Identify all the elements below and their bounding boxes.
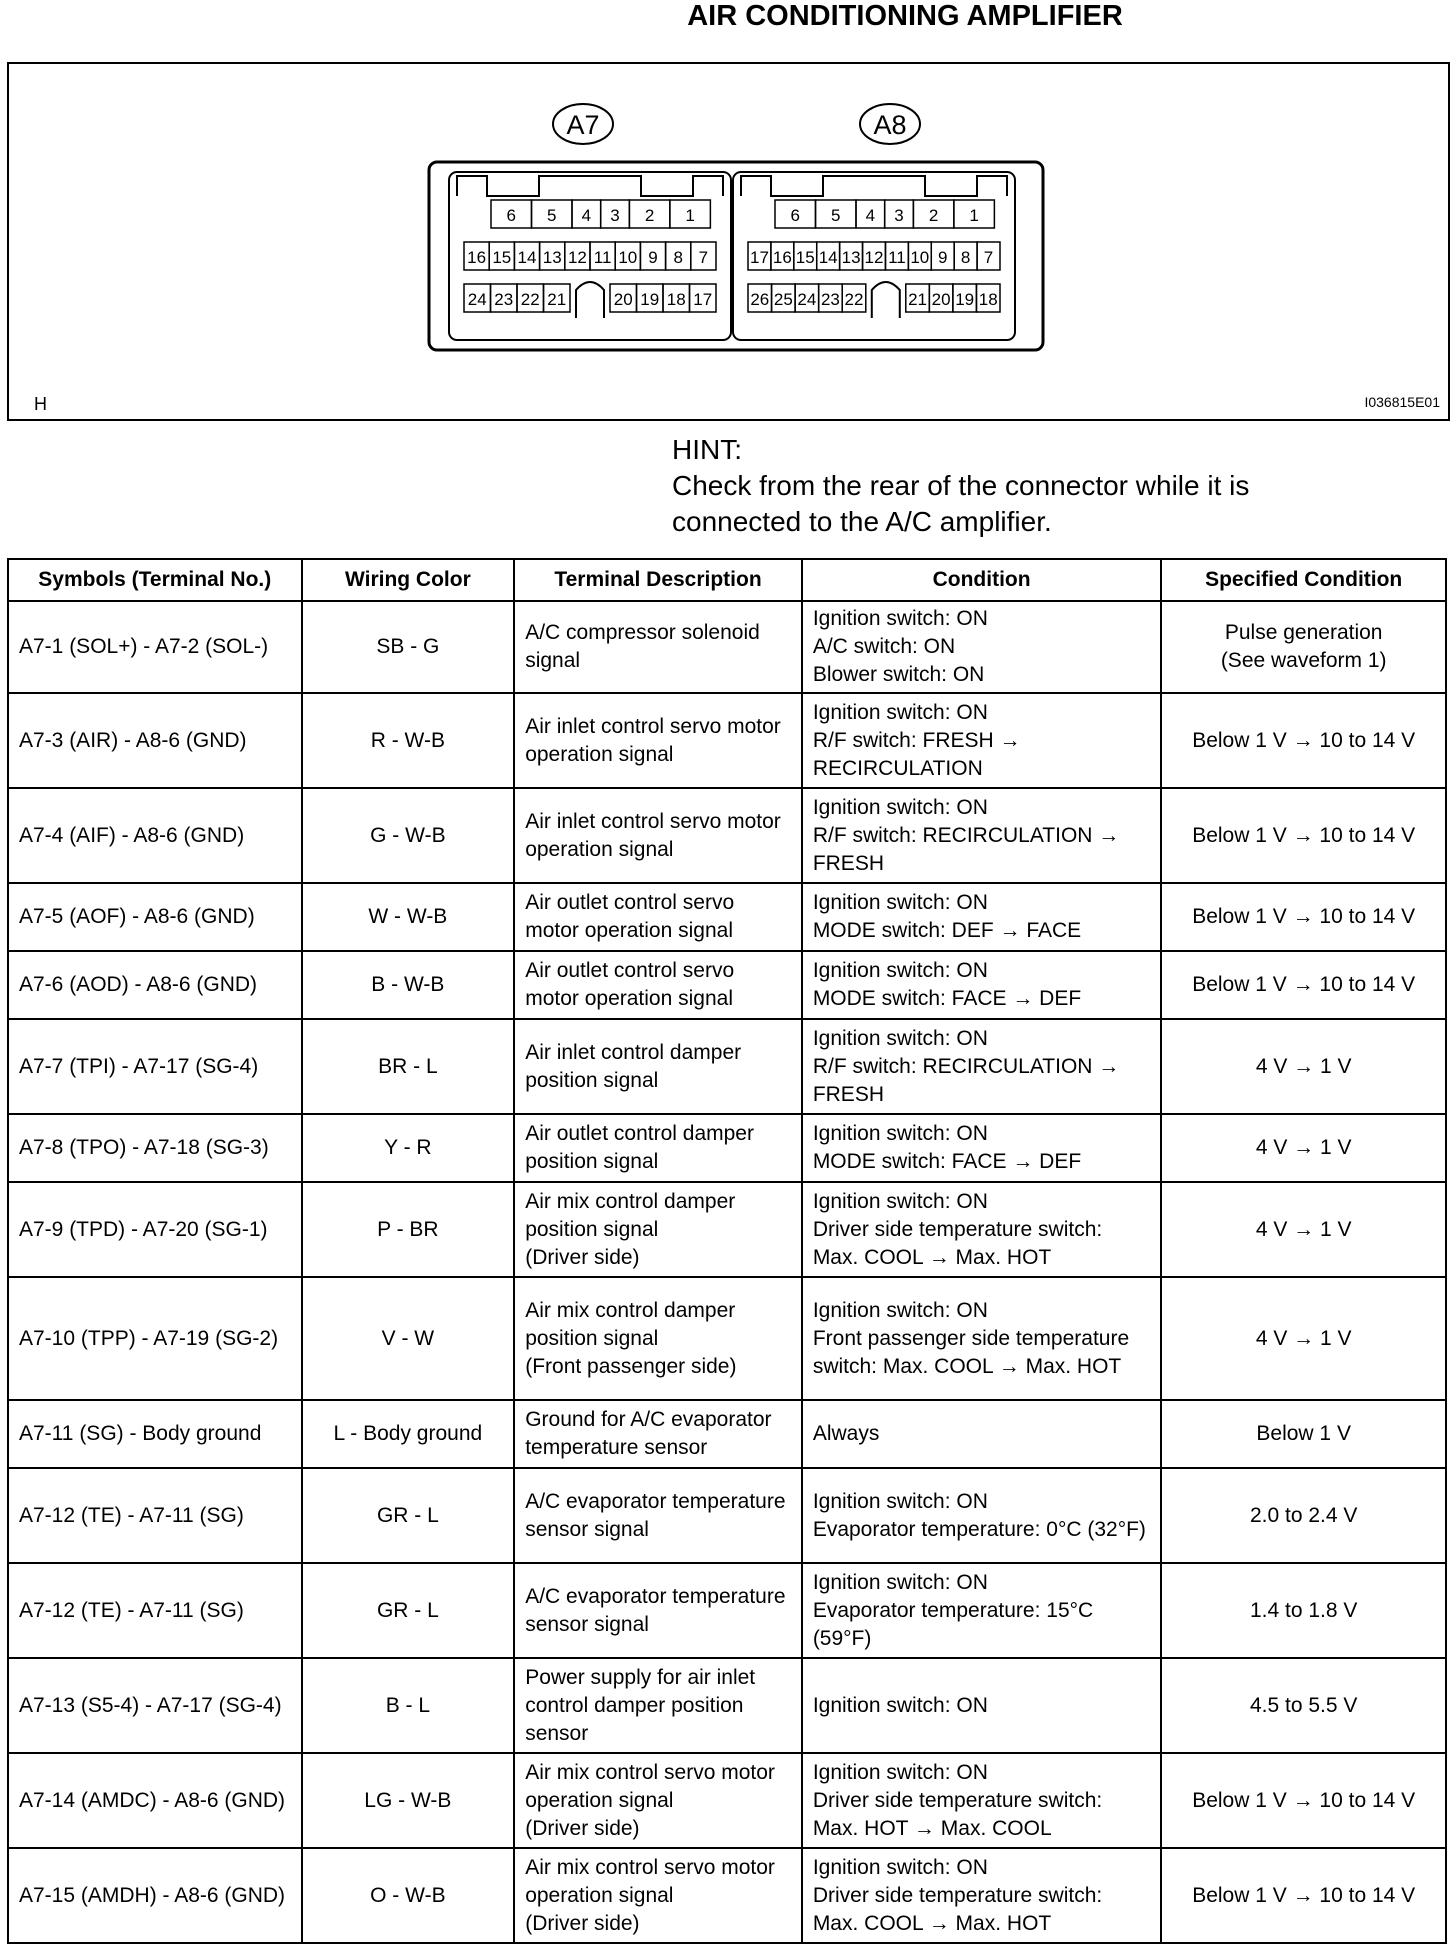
cell-condition: Ignition switch: ON Evaporator temperature: 0°C (32°F) xyxy=(802,1468,1162,1563)
table-row xyxy=(8,1468,1446,1563)
cell-description: Air mix control servo motor operation signal (Driver side) xyxy=(514,1848,802,1943)
terminal-number: 9 xyxy=(648,248,658,267)
cell-description: A/C evaporator temperature sensor signal xyxy=(514,1563,802,1658)
table-row xyxy=(8,601,1446,693)
cell-condition: Ignition switch: ON R/F switch: RECIRCULATION → FRESH xyxy=(802,1019,1162,1114)
cell-symbols: A7-9 (TPD) - A7-20 (SG-1) xyxy=(8,1182,302,1277)
table-row xyxy=(8,1019,1446,1114)
hint-heading: HINT: xyxy=(672,434,742,465)
cell-condition: Ignition switch: ON MODE switch: FACE → DEF xyxy=(802,951,1162,1019)
cell-color: V - W xyxy=(302,1277,515,1400)
cell-description: Air outlet control servo motor operation signal xyxy=(514,951,802,1019)
cell-symbols: A7-5 (AOF) - A8-6 (GND) xyxy=(8,883,302,951)
terminal-number: 22 xyxy=(844,290,864,309)
cell-symbols: A7-3 (AIR) - A8-6 (GND) xyxy=(8,693,302,788)
cell-symbols: A7-15 (AMDH) - A8-6 (GND) xyxy=(8,1848,302,1943)
cell-color: GR - L xyxy=(302,1468,515,1563)
column-header: Condition xyxy=(802,559,1162,601)
cell-symbols: A7-12 (TE) - A7-11 (SG) xyxy=(8,1563,302,1658)
terminal-number: 6 xyxy=(790,206,800,225)
cell-color: P - BR xyxy=(302,1182,515,1277)
cell-description: Air inlet control servo motor operation signal xyxy=(514,693,802,788)
terminal-number: 11 xyxy=(888,248,906,267)
cell-description: Power supply for air inlet control damper position sensor xyxy=(514,1658,802,1753)
cell-symbols: A7-11 (SG) - Body ground xyxy=(8,1400,302,1468)
terminal-number: 23 xyxy=(820,290,840,309)
terminal-number: 21 xyxy=(908,290,928,309)
terminal-number: 2 xyxy=(644,206,655,225)
cell-symbols: A7-12 (TE) - A7-11 (SG) xyxy=(8,1468,302,1563)
table-row xyxy=(8,883,1446,951)
cell-specified: Below 1 V → 10 to 14 V xyxy=(1161,1753,1446,1848)
cell-description: A/C evaporator temperature sensor signal xyxy=(514,1468,802,1563)
cell-specified: Below 1 V → 10 to 14 V xyxy=(1161,1848,1446,1943)
table-row xyxy=(8,1563,1446,1658)
table-header-row xyxy=(8,559,1446,601)
page-title: AIR CONDITIONING AMPLIFIER xyxy=(687,0,1123,32)
terminal-number: 15 xyxy=(492,248,512,267)
cell-condition: Ignition switch: ON xyxy=(802,1658,1162,1753)
cell-condition: Ignition switch: ON Evaporator temperature: 15°C (59°F) xyxy=(802,1563,1162,1658)
cell-symbols: A7-8 (TPO) - A7-18 (SG-3) xyxy=(8,1114,302,1182)
cell-symbols: A7-7 (TPI) - A7-17 (SG-4) xyxy=(8,1019,302,1114)
table-row xyxy=(8,1277,1446,1400)
cell-description: Ground for A/C evaporator temperature sensor xyxy=(514,1400,802,1468)
terminal-number: 1 xyxy=(969,206,979,225)
connector-diagram xyxy=(7,62,1450,421)
cell-description: Air mix control servo motor operation signal (Driver side) xyxy=(514,1753,802,1848)
terminal-number: 13 xyxy=(542,248,562,267)
cell-color: W - W-B xyxy=(302,883,515,951)
key-notch xyxy=(872,282,900,318)
cell-specified: 4 V → 1 V xyxy=(1161,1019,1446,1114)
terminal-number: 19 xyxy=(640,290,660,309)
cell-color: BR - L xyxy=(302,1019,515,1114)
terminal-number: 16 xyxy=(467,248,487,267)
key-notch xyxy=(576,282,604,318)
terminal-number: 20 xyxy=(613,290,633,309)
cell-color: R - W-B xyxy=(302,693,515,788)
cell-color: GR - L xyxy=(302,1563,515,1658)
latch-outline xyxy=(457,176,723,196)
cell-description: Air outlet control damper position signal xyxy=(514,1114,802,1182)
terminal-number: 2 xyxy=(928,206,939,225)
terminal-number: 4 xyxy=(865,206,876,225)
cell-specified: Below 1 V xyxy=(1161,1400,1446,1468)
cell-specified: Below 1 V → 10 to 14 V xyxy=(1161,693,1446,788)
terminal-number: 17 xyxy=(693,290,713,309)
cell-specified: 4 V → 1 V xyxy=(1161,1277,1446,1400)
terminal-number: 8 xyxy=(673,248,683,267)
cell-specified: 4.5 to 5.5 V xyxy=(1161,1658,1446,1753)
terminal-number: 14 xyxy=(517,248,537,267)
hint-text: Check from the rear of the connector while it is connected to the A/C amplifier. xyxy=(672,470,1250,537)
cell-specified: 1.4 to 1.8 V xyxy=(1161,1563,1446,1658)
cell-specified: Below 1 V → 10 to 14 V xyxy=(1161,951,1446,1019)
terminal-number: 16 xyxy=(772,248,792,267)
cell-condition: Ignition switch: ON R/F switch: RECIRCULATION → FRESH xyxy=(802,788,1162,883)
cell-condition: Ignition switch: ON MODE switch: FACE → DEF xyxy=(802,1114,1162,1182)
terminal-number: 23 xyxy=(494,290,514,309)
cell-specified: 4 V → 1 V xyxy=(1161,1182,1446,1277)
cell-description: Air outlet control servo motor operation signal xyxy=(514,883,802,951)
cell-condition: Ignition switch: ON Front passenger side temperature switch: Max. COOL → Max. HOT xyxy=(802,1277,1162,1400)
terminal-table xyxy=(7,558,1447,1944)
table-row xyxy=(8,1658,1446,1753)
view-code: H xyxy=(34,394,47,414)
cell-specified: 4 V → 1 V xyxy=(1161,1114,1446,1182)
terminal-number: 1 xyxy=(685,206,695,225)
cell-condition: Ignition switch: ON R/F switch: FRESH → RECIRCULATION xyxy=(802,693,1162,788)
terminal-number: 11 xyxy=(593,248,612,267)
terminal-number: 9 xyxy=(937,248,948,267)
cell-specified: 2.0 to 2.4 V xyxy=(1161,1468,1446,1563)
cell-condition: Ignition switch: ON Driver side temperature switch: Max. HOT → Max. COOL xyxy=(802,1753,1162,1848)
table-row xyxy=(8,951,1446,1019)
cell-symbols: A7-14 (AMDC) - A8-6 (GND) xyxy=(8,1753,302,1848)
cell-specified: Below 1 V → 10 to 14 V xyxy=(1161,883,1446,951)
table-row xyxy=(8,1400,1446,1468)
latch-outline xyxy=(741,176,1007,196)
terminal-number: 12 xyxy=(864,248,884,267)
cell-color: SB - G xyxy=(302,601,515,693)
terminal-number: 25 xyxy=(773,290,793,309)
terminal-number: 7 xyxy=(698,248,709,267)
cell-specified: Pulse generation (See waveform 1) xyxy=(1161,601,1446,693)
terminal-number: 18 xyxy=(978,290,998,309)
terminal-number: 6 xyxy=(506,206,516,225)
table-row xyxy=(8,1753,1446,1848)
terminal-number: 26 xyxy=(750,290,770,309)
cell-condition: Ignition switch: ON Driver side temperature switch: Max. COOL → Max. HOT xyxy=(802,1182,1162,1277)
terminal-number: 10 xyxy=(618,248,638,267)
cell-condition: Always xyxy=(802,1400,1162,1468)
table-row xyxy=(8,1114,1446,1182)
terminal-number: 7 xyxy=(983,248,994,267)
table-row xyxy=(8,788,1446,883)
table-row xyxy=(8,1848,1446,1943)
terminal-number: 4 xyxy=(581,206,592,225)
connector-label: A8 xyxy=(873,110,907,140)
cell-description: Air inlet control damper position signal xyxy=(514,1019,802,1114)
terminal-number: 3 xyxy=(610,206,620,225)
terminal-number: 20 xyxy=(931,290,951,309)
terminal-number: 24 xyxy=(467,290,487,309)
cell-color: O - W-B xyxy=(302,1848,515,1943)
column-header: Wiring Color xyxy=(302,559,515,601)
terminal-number: 24 xyxy=(797,290,817,309)
terminal-number: 19 xyxy=(955,290,975,309)
table-row xyxy=(8,693,1446,788)
terminal-number: 15 xyxy=(795,248,815,267)
terminal-number: 8 xyxy=(960,248,971,267)
terminal-number: 3 xyxy=(894,206,904,225)
cell-symbols: A7-1 (SOL+) - A7-2 (SOL-) xyxy=(8,601,302,693)
column-header: Symbols (Terminal No.) xyxy=(8,559,302,601)
cell-color: L - Body ground xyxy=(302,1400,515,1468)
connector-drawing xyxy=(9,64,1448,419)
terminal-number: 22 xyxy=(520,290,540,309)
column-header: Specified Condition xyxy=(1161,559,1446,601)
cell-description: Air mix control damper position signal (Front passenger side) xyxy=(514,1277,802,1400)
connector-label: A7 xyxy=(566,110,600,140)
cell-description: A/C compressor solenoid signal xyxy=(514,601,802,693)
cell-symbols: A7-6 (AOD) - A8-6 (GND) xyxy=(8,951,302,1019)
cell-color: G - W-B xyxy=(302,788,515,883)
cell-condition: Ignition switch: ON Driver side temperature switch: Max. COOL → Max. HOT xyxy=(802,1848,1162,1943)
cell-specified: Below 1 V → 10 to 14 V xyxy=(1161,788,1446,883)
cell-symbols: A7-4 (AIF) - A8-6 (GND) xyxy=(8,788,302,883)
terminal-number: 12 xyxy=(567,248,587,267)
cell-symbols: A7-10 (TPP) - A7-19 (SG-2) xyxy=(8,1277,302,1400)
cell-condition: Ignition switch: ON A/C switch: ON Blower switch: ON xyxy=(802,601,1162,693)
cell-symbols: A7-13 (S5-4) - A7-17 (SG-4) xyxy=(8,1658,302,1753)
terminal-number: 17 xyxy=(749,248,769,267)
terminal-number: 14 xyxy=(818,248,838,267)
hint xyxy=(672,432,1332,540)
cell-color: B - W-B xyxy=(302,951,515,1019)
cell-condition: Ignition switch: ON MODE switch: DEF → FACE xyxy=(802,883,1162,951)
terminal-number: 5 xyxy=(547,206,557,225)
table-row xyxy=(8,1182,1446,1277)
terminal-number: 13 xyxy=(841,248,861,267)
terminal-number: 10 xyxy=(910,248,930,267)
terminal-number: 5 xyxy=(831,206,841,225)
terminal-number: 18 xyxy=(666,290,686,309)
image-id: I036815E01 xyxy=(1364,394,1440,410)
cell-description: Air mix control damper position signal (Driver side) xyxy=(514,1182,802,1277)
cell-color: B - L xyxy=(302,1658,515,1753)
cell-color: Y - R xyxy=(302,1114,515,1182)
cell-description: Air inlet control servo motor operation signal xyxy=(514,788,802,883)
column-header: Terminal Description xyxy=(514,559,802,601)
terminal-number: 21 xyxy=(547,290,567,309)
cell-color: LG - W-B xyxy=(302,1753,515,1848)
